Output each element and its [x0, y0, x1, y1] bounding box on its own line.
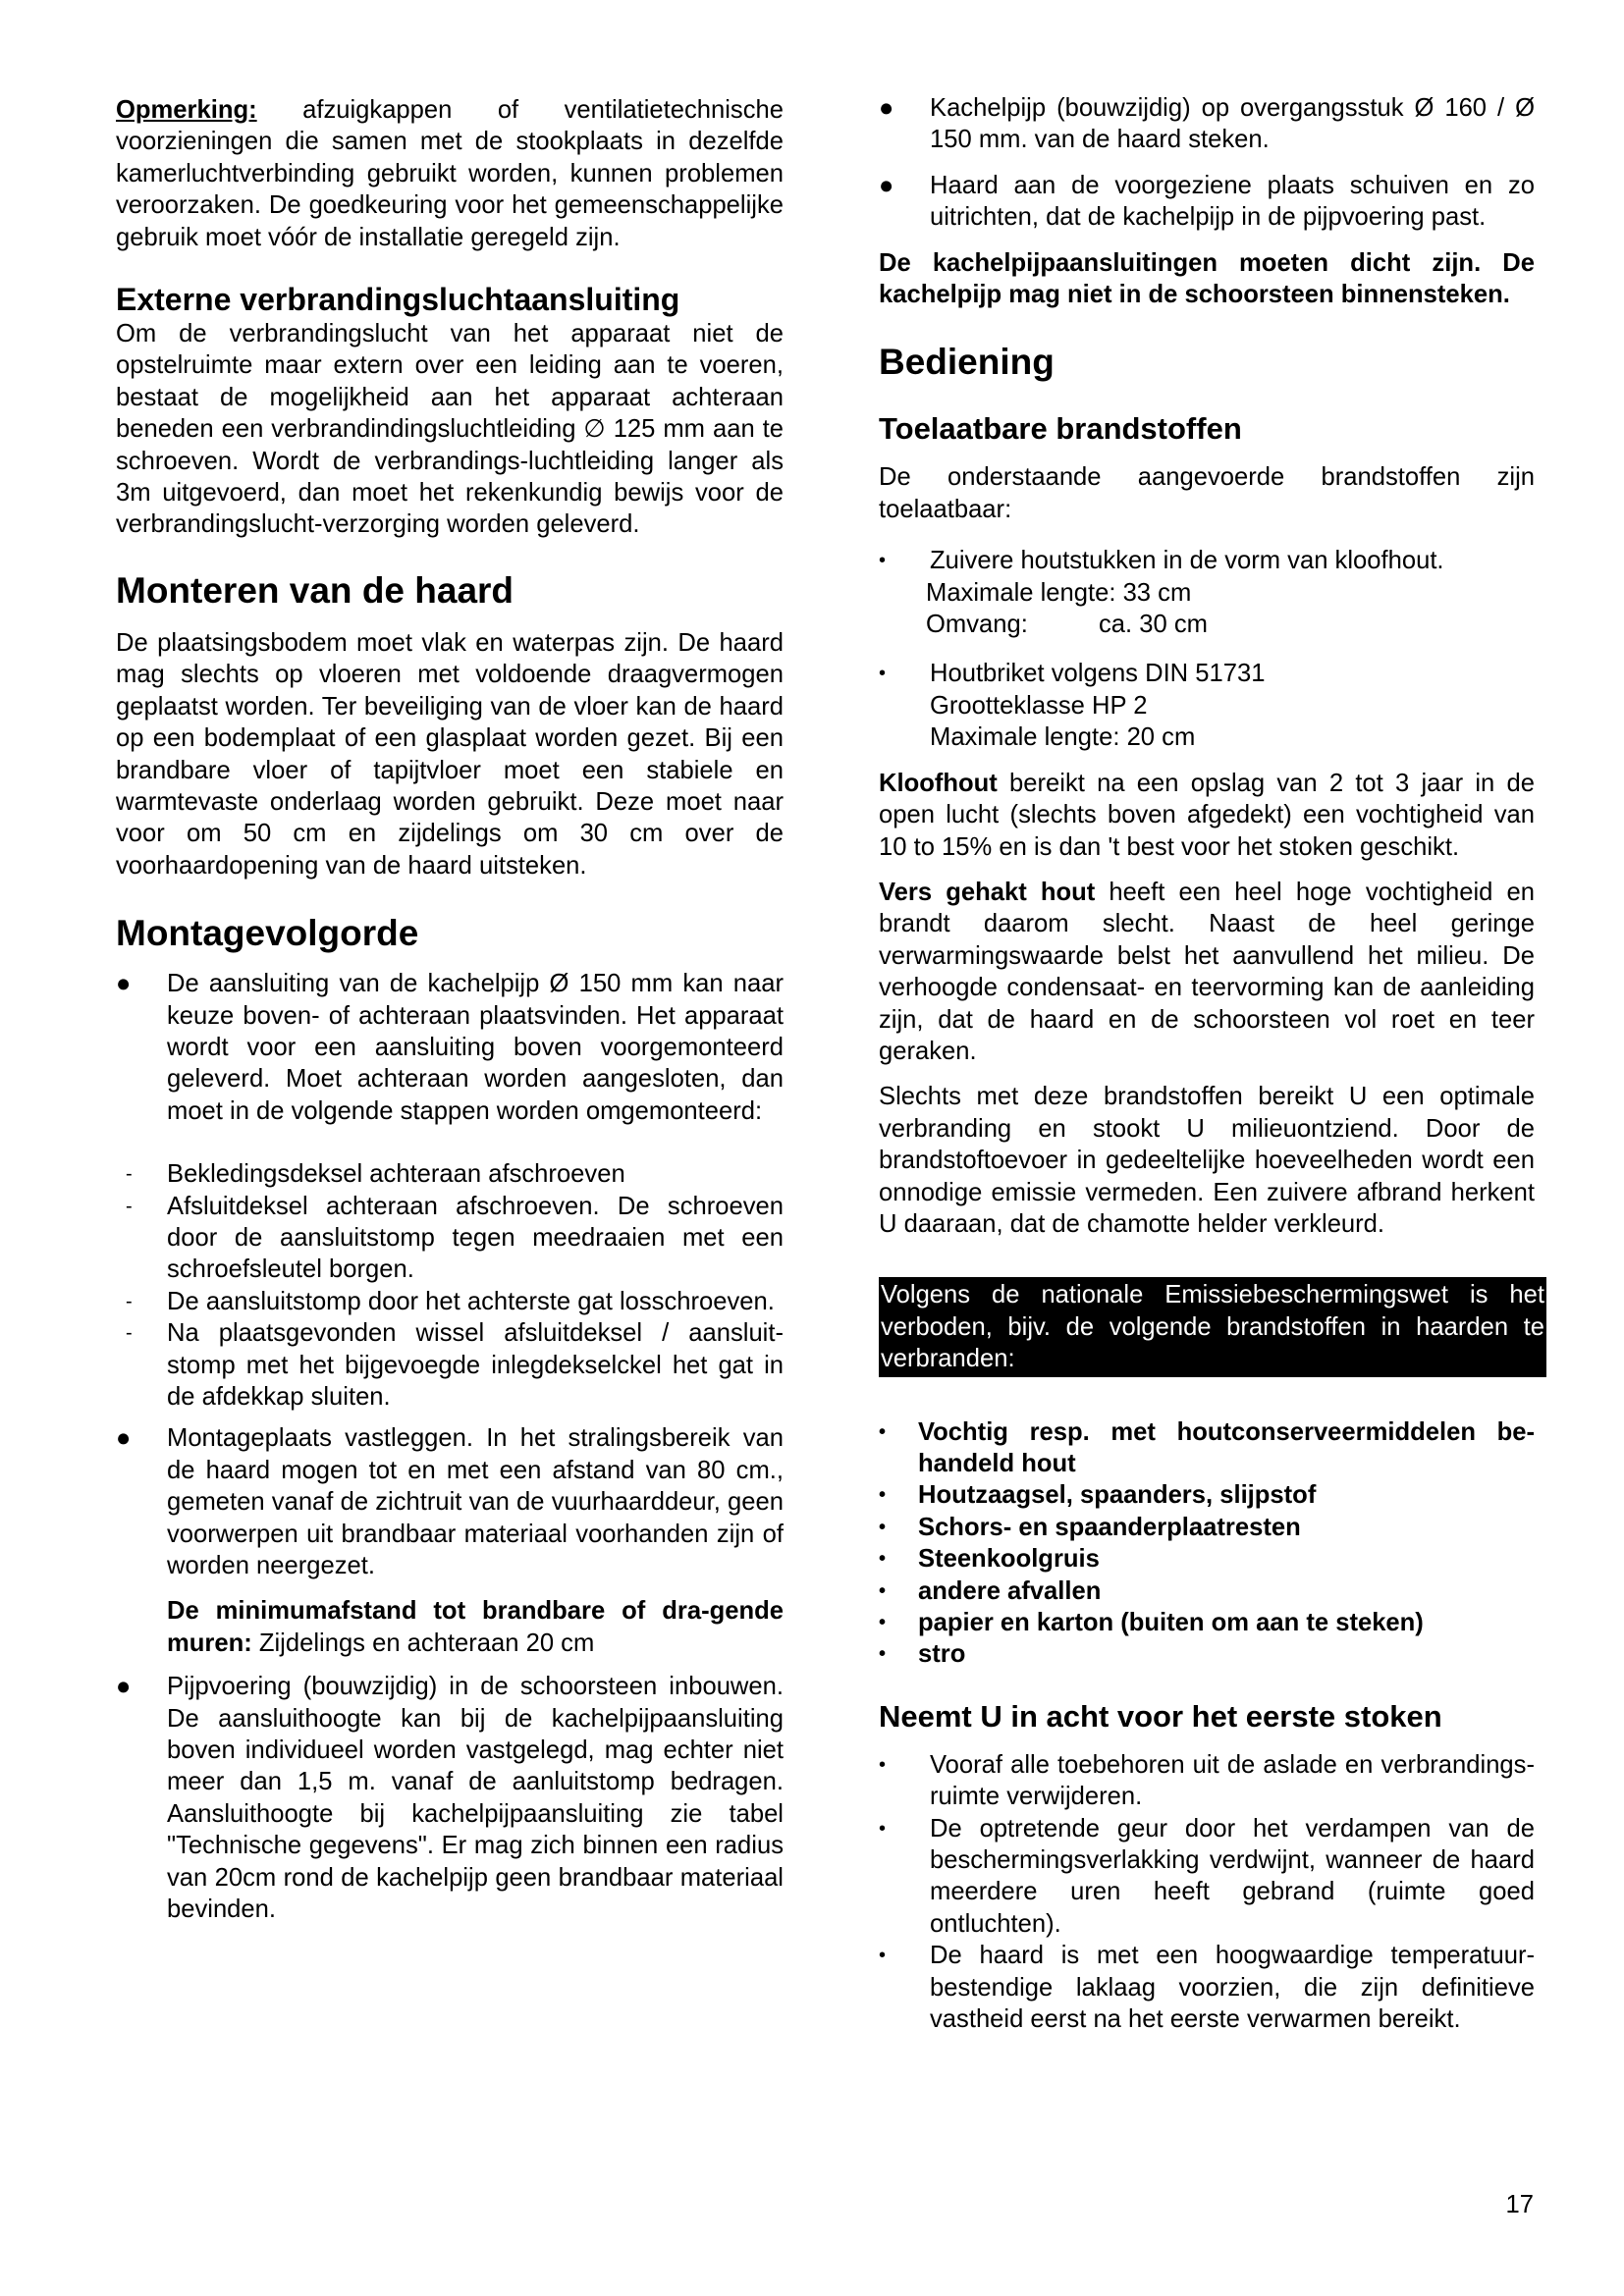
list-item	[116, 1422, 784, 1581]
bullet-icon: •	[879, 1420, 887, 1443]
kloofhout-text: bereikt na een opslag van 2 tot 3 jaar in de open lucht (slechts boven afgedekt) een vochtigheid van 10 to 15% en is dan 't best voor het stoken geschikt.	[879, 769, 1535, 861]
dash-item	[116, 1317, 784, 1413]
list-item	[879, 1607, 1535, 1638]
bullet-icon: ●	[879, 171, 894, 199]
list-item	[879, 1543, 1535, 1575]
list-item	[879, 92, 1535, 156]
bullet-icon: ●	[116, 1673, 132, 1701]
bullet-icon: •	[879, 1516, 887, 1538]
min-distance-text: Zijdelings en achteraan 20 cm	[251, 1629, 595, 1657]
list-item	[879, 1575, 1535, 1607]
dash-icon: -	[126, 1163, 133, 1186]
list-item	[879, 1940, 1535, 2035]
list-item	[116, 1671, 784, 1925]
fuel-line: Zuivere houtstukken in de vorm van kloofhout.	[930, 547, 1444, 575]
first-fire-heading: Neemt U in acht voor het eerste stoken	[879, 1698, 1442, 1734]
bullet-icon: •	[879, 1612, 887, 1634]
bullet-icon: •	[879, 1643, 887, 1666]
kloofhout-label: Kloofhout	[879, 769, 998, 797]
fuel-line: Maximale lengte: 20 cm	[930, 723, 1196, 752]
dash-item	[116, 1286, 784, 1317]
bullet-icon: •	[879, 663, 887, 685]
list-item	[879, 1813, 1535, 1941]
bullet-icon: •	[879, 1817, 887, 1840]
forbidden-list	[879, 1416, 1535, 1671]
dash-icon: -	[126, 1195, 133, 1217]
list-item-text: Schors- en spaanderplaatresten	[918, 1513, 1301, 1541]
dash-list	[116, 1158, 784, 1413]
order-list	[116, 968, 784, 1127]
fuel-line: Maximale lengte: 33 cm	[926, 578, 1192, 607]
left-column	[116, 94, 784, 1926]
list-item	[879, 1749, 1535, 1813]
fuel-line	[926, 609, 1535, 640]
list-item	[116, 968, 784, 1127]
right-column	[879, 92, 1544, 2036]
dash-item	[116, 1191, 784, 1286]
bullet-icon: ●	[116, 1424, 132, 1453]
dash-item-text: Na plaatsgevonden wissel afsluitdeksel / aansluit-stomp met het bijgevoegde inlegdekselckel het gat in de afdekkap sluiten.	[167, 1319, 784, 1411]
emission-notice: Volgens de nationale Emissiebeschermingswet is het verboden, bijv. de volgende brandstoffen in haarden te verbranden:	[879, 1277, 1546, 1376]
operation-heading: Bediening	[879, 342, 1055, 383]
list-item	[879, 1638, 1535, 1670]
dash-icon: -	[126, 1290, 133, 1312]
bullet-icon: •	[879, 1484, 887, 1507]
list-item-text: Pijpvoering (bouwzijdig) in de schoorsteen inbouwen. De aansluithoogte kan bij de kachelpijpaansluiting boven individueel worden vastgelegd, mag echter niet meer dan 1,5 m. vanaf de aanluitstomp bedragen. Aansluithoogte bij kachelpijpaansluiting zie tabel "Technische gegevens". Er mag zich binnen een radius van 20cm rond de kachelpijp geen brandbaar materiaal bevinden.	[167, 1673, 784, 1924]
list-item-text: papier en karton (buiten om aan te steken)	[918, 1609, 1424, 1637]
fuel-item-briquette	[879, 658, 1535, 753]
bullet-icon: •	[879, 1548, 887, 1571]
list-item-text: Houtzaagsel, spaanders, slijpstof	[918, 1481, 1317, 1510]
page-number: 17	[1505, 2191, 1534, 2218]
list-item-text: Haard aan de voorgeziene plaats schuiven en zo uitrichten, dat de kachelpijp in de pijpvoering past.	[930, 171, 1535, 232]
install-list	[879, 92, 1535, 234]
note-paragraph	[116, 94, 784, 253]
fresh-wood-paragraph	[879, 877, 1535, 1067]
min-distance-label: De minimumafstand tot brandbare of dra-gende muren:	[167, 1597, 784, 1657]
list-item-text: De aansluiting van de kachelpijp Ø 150 mm kan naar keuze boven- of achteraan plaatsvinden. Het apparaat wordt voor een aansluiting boven voorgemonteerd geleverd. Moet achteraan worden aangesloten, dan moet in de volgende stappen worden omgemonteerd:	[167, 970, 784, 1125]
fresh-wood-text: heeft een heel hoge vochtigheid en brandt daarom slecht. Naast de heel geringe verwarmingswaarde belst het aanvullend het milieu. De verhoogde condensaat- en teervorming kan de aanleiding zijn, dat de haard en de schoorsteen vol roet en teer geraken.	[879, 878, 1535, 1065]
fuel-value: ca. 30 cm	[1099, 611, 1208, 639]
list-item-text: De optretende geur door het verdampen van de beschermingsverlakking verdwijnt, wanneer de haard meerdere uren heeft gebrand (ruimte goed ontluchten).	[930, 1814, 1535, 1938]
note-label: Opmerking:	[116, 96, 257, 124]
bullet-icon: ●	[116, 970, 132, 998]
order-list-2	[116, 1422, 784, 1581]
dash-item-text: Bekledingsdeksel achteraan afschroeven	[167, 1160, 625, 1189]
list-item-text: stro	[918, 1640, 966, 1669]
list-item	[879, 1479, 1535, 1511]
list-item-text: Vooraf alle toebehoren uit de aslade en verbrandings-ruimte verwijderen.	[930, 1750, 1535, 1811]
fresh-wood-label: Vers gehakt hout	[879, 878, 1096, 906]
kloofhout-paragraph	[879, 768, 1535, 863]
external-text: Om de verbrandingslucht van het apparaat niet de opstelruimte maar extern over een leiding aan te voeren, bestaat de mogelijkheid aan het apparaat achteraan beneden een verbrandindingsluchtleiding ∅ 125 mm aan te schroeven. Wordt de verbrandings-luchtleiding langer als 3m uitgevoerd, dan moet het rekenkundig bewijs voor de verbrandingslucht-verzorging worden geleverd.	[116, 320, 784, 539]
mount-text: De plaatsingsbodem moet vlak en waterpas zijn. De haard mag slechts op vloeren met voldoende draagvermogen geplaatst worden. Ter beveiliging van de vloer kan de haard op een bodemplaat of een glasplaat worden gezet. Bij een brandbare vloer of tapijtvloer moet een stabiele en warmtevaste onderlaag worden gebruikt. Deze moet naar voor om 50 cm en zijdelings om 30 cm over de voorhaardopening van de haard uitsteken.	[116, 628, 784, 880]
list-item-text: andere afvallen	[918, 1576, 1102, 1605]
list-item	[879, 1416, 1535, 1480]
dash-item-text: Afsluitdeksel achteraan afschroeven. De schroeven door de aansluitstomp tegen meedraaien met een schroefsleutel borgen.	[167, 1192, 784, 1284]
note-text: afzuigkappen of ventilatietechnische voorzieningen die samen met de stookplaats in dezelfde kamerluchtverbinding gebruikt worden, kunnen problemen veroorzaken. De goedkeuring voor het gemeenschappelijke gebruik moet vóór de installatie geregeld zijn.	[116, 96, 784, 251]
first-fire-list	[879, 1749, 1535, 2036]
list-item-text: Montageplaats vastleggen. In het stralingsbereik van de haard mogen tot en met een afstand van 80 cm., gemeten vanaf de zichtruit van de vuurhaarddeur, geen voorwerpen uit brandbaar materiaal voorhanden zijn of worden neergezet.	[167, 1424, 784, 1580]
order-heading: Montagevolgorde	[116, 913, 419, 954]
only-fuels-paragraph: Slechts met deze brandstoffen bereikt U een optimale verbranding en stookt U milieuontziend. Door de brandstoftoevoer in gedeeltelijke hoeveelheden wordt een onnodige emissie vermeden. Een zuivere afbrand herkent U daaraan, dat de chamotte helder verkleurd.	[879, 1083, 1535, 1238]
bullet-icon: •	[879, 550, 887, 572]
dash-icon: -	[126, 1322, 133, 1345]
list-item-text: De haard is met een hoogwaardige temperatuur-bestendige laklaag voorzien, die zijn definitieve vastheid eerst na het eerste verwarmen bereikt.	[930, 1942, 1535, 2034]
bullet-icon: ●	[879, 94, 894, 122]
pipe-warning: De kachelpijpaansluitingen moeten dicht zijn. De kachelpijp mag niet in de schoorsteen binnensteken.	[879, 248, 1535, 309]
order-list-3	[116, 1671, 784, 1925]
bullet-icon: •	[879, 1945, 887, 1967]
fuel-list	[879, 545, 1535, 753]
list-item-text: Vochtig resp. met houtconserveermiddelen be-handeld hout	[918, 1417, 1535, 1477]
list-item	[879, 1512, 1535, 1543]
min-distance-paragraph	[116, 1595, 784, 1659]
dash-item-text: De aansluitstomp door het achterste gat losschroeven.	[167, 1287, 775, 1315]
fuel-item-wood	[879, 545, 1535, 640]
fuels-heading: Toelaatbare brandstoffen	[879, 411, 1242, 447]
list-item-text: Steenkoolgruis	[918, 1545, 1100, 1574]
external-heading: Externe verbrandingsluchtaansluiting	[116, 282, 680, 318]
fuel-line: Houtbriket volgens DIN 51731	[930, 660, 1266, 688]
fuels-intro: De onderstaande aangevoerde brandstoffen zijn toelaatbaar:	[879, 463, 1535, 523]
mount-heading: Monteren van de haard	[116, 569, 514, 611]
list-item-text: Kachelpijp (bouwzijdig) op overgangsstuk Ø 160 / Ø 150 mm. van de haard steken.	[930, 94, 1535, 154]
bullet-icon: •	[879, 1753, 887, 1776]
list-item	[879, 170, 1535, 234]
fuel-line: Grootteklasse HP 2	[930, 691, 1148, 720]
dash-item	[116, 1158, 784, 1190]
fuel-label: Omvang:	[926, 611, 1028, 639]
bullet-icon: •	[879, 1579, 887, 1602]
